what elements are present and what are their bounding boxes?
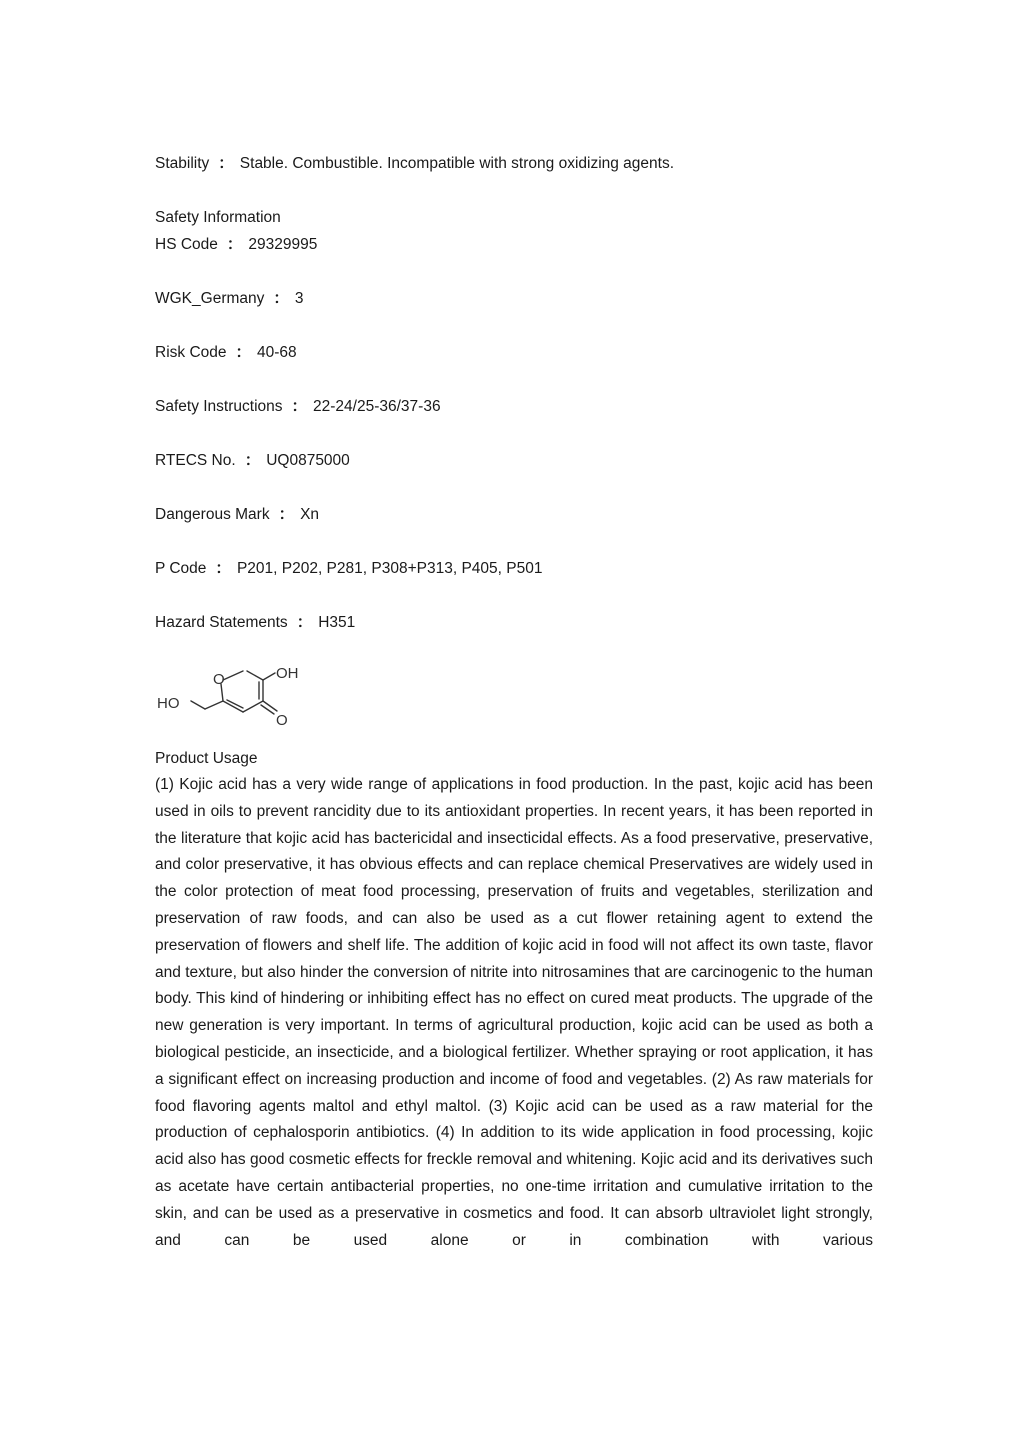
- kojic-acid-structure: [155, 651, 315, 733]
- field-value: 3: [294, 290, 304, 307]
- safety-heading: Safety Information: [155, 209, 281, 226]
- field-separator: ：: [273, 290, 289, 307]
- ring-oxygen-label: O: [213, 671, 225, 688]
- field-label: HS Code: [155, 236, 218, 253]
- field-label: Safety Instructions: [155, 398, 283, 415]
- field-separator: ：: [218, 155, 234, 172]
- safety-row-safety-instructions: [155, 393, 873, 420]
- field-label: Risk Code: [155, 344, 227, 361]
- hydroxyl-label: OH: [276, 665, 299, 682]
- stability-value: Stable. Combustible. Incompatible with strong oxidizing agents.: [239, 155, 675, 172]
- safety-row-rtecs: [155, 447, 873, 474]
- safety-row-wgk: [155, 285, 873, 312]
- safety-row-hazard-statements: [155, 609, 873, 636]
- field-separator: ：: [244, 452, 261, 469]
- field-value: UQ0875000: [266, 452, 350, 469]
- field-separator: ：: [226, 236, 243, 253]
- field-value: 40-68: [257, 344, 297, 361]
- field-value: P201, P202, P281, P308+P313, P405, P501: [236, 560, 543, 577]
- stability-label: Stability: [155, 155, 210, 172]
- field-separator: ：: [215, 560, 231, 577]
- usage-heading: Product Usage: [155, 750, 258, 767]
- chemical-structure-figure: [155, 651, 873, 733]
- field-label: WGK_Germany: [155, 290, 265, 307]
- field-separator: ：: [278, 506, 295, 523]
- field-label: RTECS No.: [155, 452, 236, 469]
- field-separator: ：: [296, 614, 313, 631]
- safety-row-dangerous-mark: [155, 501, 873, 528]
- field-value: Xn: [300, 506, 320, 523]
- carbonyl-oxygen-label: O: [276, 712, 288, 729]
- field-value: 22-24/25-36/37-36: [313, 398, 441, 415]
- safety-row-p-code: [155, 555, 873, 582]
- document-page: [155, 150, 873, 1254]
- usage-paragraph: (1) Kojic acid has a very wide range of applications in food production. In the past, kojic acid has been used in oils to prevent rancidity due to its antioxidant properties. In recent years, it has been reported in the literature that kojic acid has bactericidal and insecticidal effects. As a food preservative, preservative, and color preservative, it has obvious effects and can replace chemical Preservatives are widely used in the color protection of meat food processing, preservation of fruits and vegetables, sterilization and preservation of raw foods, and can also be used as a cut flower retaining agent to extend the preservation of flowers and shelf life. The addition of kojic acid in food will not affect its own taste, flavor and texture, but also hinder the conversion of nitrite into nitrosamines that are carcinogenic to the human body. This kind of hindering or inhibiting effect has no effect on cured meat products. The upgrade of the new generation is very important. In terms of agricultural production, kojic acid can be used as both a biological pesticide, an insecticide, and a biological fertilizer. Whether spraying or root application, it has a significant effect on increasing production and income of food and vegetables. (2) As raw materials for food flavoring agents maltol and ethyl maltol. (3) Kojic acid can be used as a raw material for the production of cephalosporin antibiotics. (4) In addition to its wide application in food processing, kojic acid also has good cosmetic effects for freckle removal and whitening. Kojic acid and its derivatives such as acetate have certain antibacterial properties, no one-time irritation and cumulative irritation to the skin, and can be used as a preservative in cosmetics and food. It can absorb ultraviolet light strongly, and can be used alone or in combination with various: [155, 776, 873, 1249]
- field-separator: ：: [235, 344, 252, 361]
- field-value: H351: [318, 614, 356, 631]
- field-separator: ：: [291, 398, 308, 415]
- field-value: 29329995: [248, 236, 318, 253]
- safety-row-hs-code: [155, 231, 873, 258]
- hydroxymethyl-label: HO: [157, 695, 180, 712]
- field-label: P Code: [155, 560, 207, 577]
- field-label: Dangerous Mark: [155, 506, 270, 523]
- stability-row: [155, 150, 873, 177]
- field-label: Hazard Statements: [155, 614, 288, 631]
- safety-row-risk-code: [155, 339, 873, 366]
